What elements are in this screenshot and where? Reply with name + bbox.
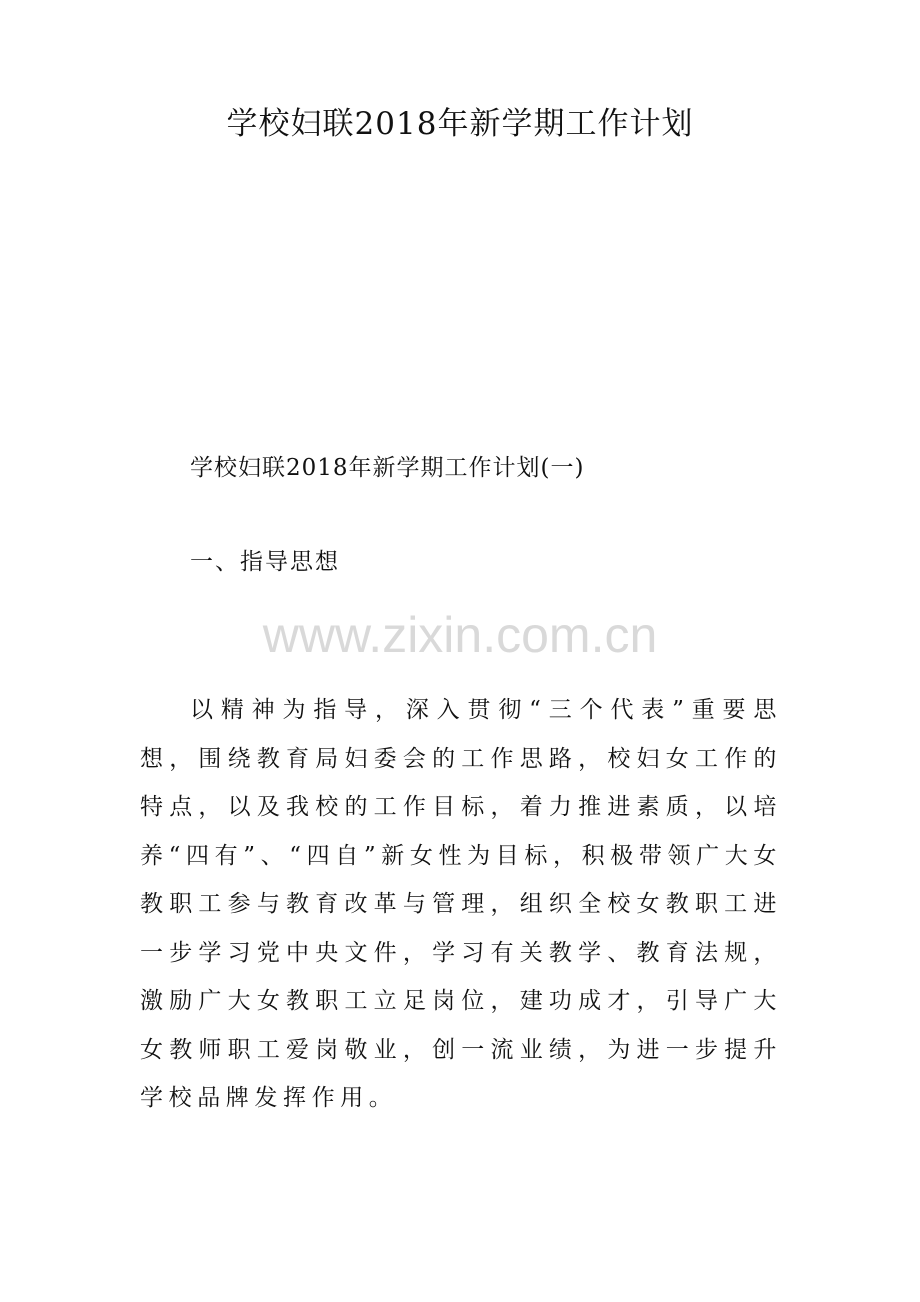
body-paragraph: 以精神为指导，深入贯彻“三个代表”重要思想，围绕教育局妇委会的工作思路，校妇女工作的特点，以及我校的工作目标，着力推进素质，以培养“四有”、“四自”新女性为目标，积极带领广大女教职工参与教育改革与管理，组织全校女教职工进一步学习党中央文件，学习有关教学、教育法规，激励广大女教职工立足岗位，建功成才，引导广大女教师职工爱岗敬业，创一流业绩，为进一步提升学校品牌发挥作用。 bbox=[140, 697, 782, 1111]
section-heading: 一、指导思想 bbox=[190, 549, 340, 575]
document-subtitle: 学校妇联2018年新学期工作计划(一) bbox=[190, 455, 585, 481]
document-title: 学校妇联2018年新学期工作计划 bbox=[226, 106, 694, 142]
watermark: www.zixin.com.cn bbox=[262, 607, 658, 663]
